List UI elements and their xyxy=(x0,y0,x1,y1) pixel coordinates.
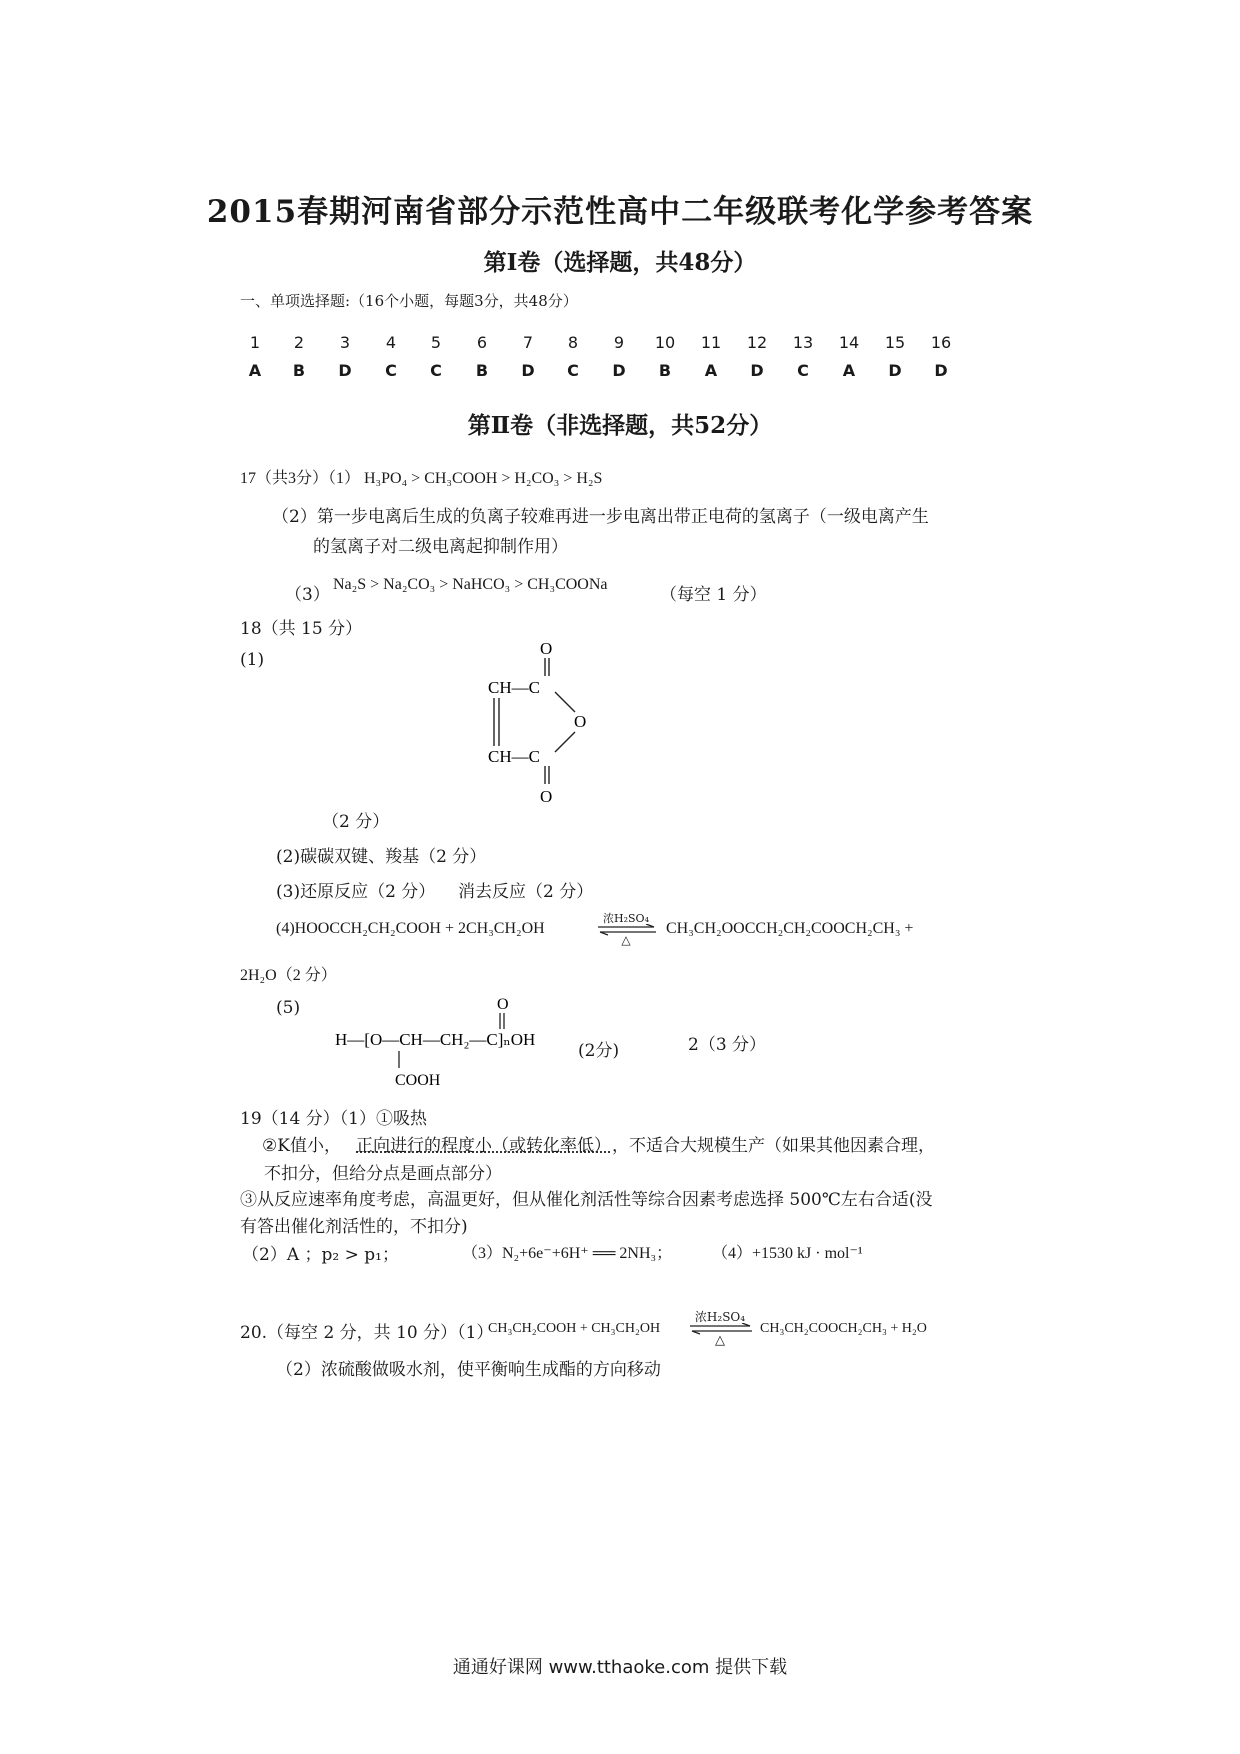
part1-heading: 第Ⅰ卷（选择题，共48分） xyxy=(483,249,757,276)
q19-line2-keypoint: 正向进行的程度小（或转化率低） xyxy=(356,1136,611,1156)
q19-line1: 19（14 分）（1）①吸热 xyxy=(240,1109,427,1129)
q18-part4-reactants: (4)HOOCCH₂CH₂COOH + 2CH₃CH₂OH xyxy=(276,920,545,937)
answer-letter: D xyxy=(521,361,535,380)
q18-part4-delta: △ xyxy=(621,933,631,947)
answer-letter: A xyxy=(248,361,262,380)
answer-letter: D xyxy=(888,361,902,380)
answer-letter: D xyxy=(934,361,948,380)
q18-part4-water: 2H₂O（2 分） xyxy=(240,967,337,984)
answer-letter: B xyxy=(292,361,306,380)
q18-part3-a: (3)还原反应（2 分） xyxy=(276,882,436,902)
poly-cooh: COOH xyxy=(395,1072,441,1089)
q18-header: 18（共 15 分） xyxy=(240,619,363,639)
q19-line6b: （3）N₂+6e⁻+6H⁺ ══ 2NH₃； xyxy=(462,1245,673,1262)
answer-letter: D xyxy=(612,361,626,380)
q19-line6c: （4）+1530 kJ · mol⁻¹ xyxy=(712,1245,863,1262)
page-title: 2015春期河南省部分示范性高中二年级联考化学参考答案 xyxy=(206,194,1034,230)
question-number: 8 xyxy=(567,333,579,352)
q19-line4: ③从反应速率角度考虑，高温更好，但从催化剂活性等综合因素考虑选择 500℃左右合适(没 xyxy=(240,1190,933,1210)
question-number: 1 xyxy=(249,333,261,352)
answer-letter: A xyxy=(842,361,856,380)
q19-line3: 不扣分，但给分点是画点部分） xyxy=(264,1164,502,1184)
q19-line2c: ，不适合大规模生产（如果其他因素合理， xyxy=(612,1136,935,1156)
question-number: 5 xyxy=(430,333,442,352)
q18-part5-answer2: 2（3 分） xyxy=(688,1035,767,1055)
q18-part5-label: (5) xyxy=(276,998,301,1018)
polyester-structure xyxy=(330,995,590,1091)
question-number: 14 xyxy=(838,333,860,352)
answer-letter: D xyxy=(750,361,764,380)
struct-o-top: O xyxy=(540,639,553,658)
q18-part5-score: (2分) xyxy=(578,1041,620,1061)
question-number: 3 xyxy=(339,333,351,352)
answer-letter: C xyxy=(385,361,397,380)
maleic-anhydride-structure xyxy=(470,636,610,806)
q20-condition: 浓H₂SO₄ xyxy=(694,1310,746,1324)
q18-part3-b: 消去反应（2 分） xyxy=(458,882,594,902)
q20-delta: △ xyxy=(715,1333,725,1348)
q20-line2: （2）浓硫酸做吸水剂，使平衡响生成酯的方向移动 xyxy=(276,1360,661,1380)
q18-part4-products: CH₃CH₂OOCCH₂CH₂COOCH₂CH₃ + xyxy=(666,920,914,937)
answer-letter: A xyxy=(704,361,718,380)
question-number: 15 xyxy=(884,333,906,352)
struct-o-ring: O xyxy=(574,712,587,731)
q17-line4-label: （3） xyxy=(285,585,330,605)
q18-part4-condition: 浓H₂SO₄ xyxy=(603,912,649,925)
part2-heading: 第Ⅱ卷（非选择题，共52分） xyxy=(467,412,773,439)
question-number: 16 xyxy=(930,333,952,352)
footer-source: 通通好课网 www.tthaoke.com 提供下载 xyxy=(452,1657,788,1678)
question-number: 10 xyxy=(654,333,676,352)
question-number: 6 xyxy=(476,333,488,352)
q17-line4-order: Na₂S > Na₂CO₃ > NaHCO₃ > CH₃COONa xyxy=(333,576,608,593)
q20-products: CH₃CH₂COOCH₂CH₃ + H₂O xyxy=(760,1321,927,1336)
answer-letter: C xyxy=(797,361,809,380)
poly-o-top: O xyxy=(497,996,509,1013)
q17-line3: 的氢离子对二级电离起抑制作用） xyxy=(313,537,568,557)
question-number: 7 xyxy=(522,333,534,352)
question-number: 12 xyxy=(746,333,768,352)
answer-letter: B xyxy=(658,361,672,380)
answer-letter: C xyxy=(567,361,579,380)
poly-main-chain: H—[O—CH—CH₂—C]ₙOH xyxy=(335,1030,536,1049)
q17-line4-score: （每空 1 分） xyxy=(660,585,767,605)
q19-line6a: （2）A ；p₂ > p₁； xyxy=(242,1245,399,1265)
q19-line2a: ②K值小， xyxy=(262,1136,341,1156)
answer-letter: D xyxy=(338,361,352,380)
q20-reactants: CH₃CH₂COOH + CH₃CH₂OH xyxy=(488,1321,661,1336)
struct-o-bottom: O xyxy=(540,787,553,806)
part1-instruction: 一、单项选择题:（16个小题，每题3分，共48分） xyxy=(240,292,578,310)
q17-line2: （2）第一步电离后生成的负离子较难再进一步电离出带正电荷的氢离子（一级电离产生 xyxy=(272,507,929,527)
question-number: 4 xyxy=(385,333,397,352)
q20-line1-label: 20.（每空 2 分，共 10 分）（1） xyxy=(240,1323,494,1343)
q18-part1-score: （2 分） xyxy=(322,812,390,832)
question-number: 2 xyxy=(293,333,305,352)
q18-part1-label: (1) xyxy=(240,650,265,670)
q18-part2: (2)碳碳双键、羧基（2 分） xyxy=(276,847,487,867)
struct-ch-upper: CH—C xyxy=(488,678,540,697)
struct-ch-lower: CH—C xyxy=(488,747,540,766)
answer-letter: B xyxy=(475,361,489,380)
question-number: 13 xyxy=(792,333,814,352)
question-number: 11 xyxy=(700,333,722,352)
answer-letter: C xyxy=(430,361,442,380)
q19-line5: 有答出催化剂活性的，不扣分) xyxy=(240,1217,468,1237)
question-number: 9 xyxy=(613,333,625,352)
q17-line1: 17（共3分）（1） H₃PO₄ > CH₃COOH > H₂CO₃ > H₂S xyxy=(240,470,603,487)
